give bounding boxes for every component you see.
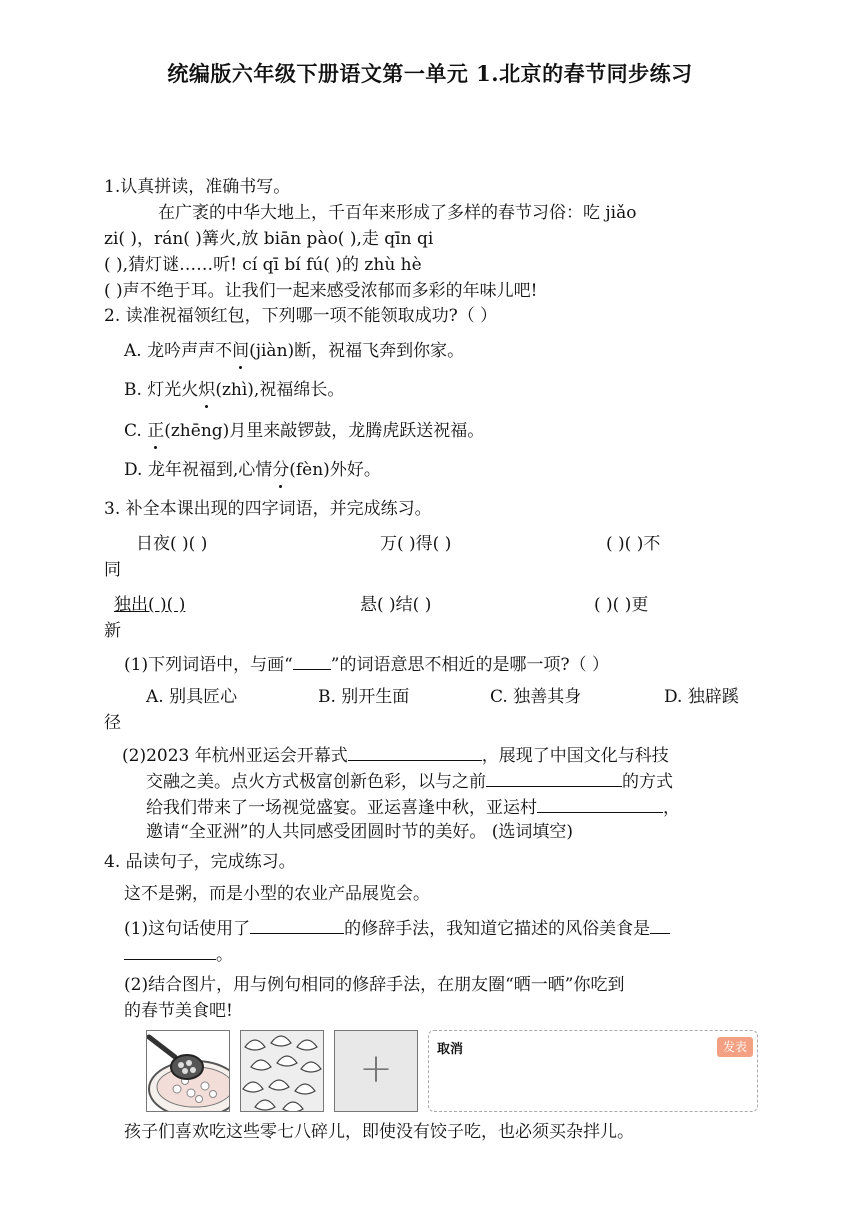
q2-a-text: A. 龙吟声声不 [124, 341, 233, 361]
page-title: 统编版六年级下册语文第一单元 1.北京的春节同步练习 [167, 61, 693, 86]
q3-sub1-text: (1)下列词语中，与画“ [124, 655, 293, 675]
q4-sub2-line-1: (2)结合图片，用与例句相同的修辞手法，在朋友圈“晒一晒”你吃到 [124, 975, 625, 995]
q4-sub1-blank-2 [650, 915, 670, 934]
q3-sub1-question [124, 651, 609, 677]
q1-line-2: zi( )，rán( )篝火,放 biān pào( ),走 qīn qi [104, 229, 434, 249]
q3-word-2: 万( )得( ) [380, 534, 452, 554]
q2-c-dotted-char: 正 [147, 421, 165, 441]
q4-example-sentence: 这不是粥，而是小型的农业产品展览会。 [124, 884, 430, 904]
q4-sub1-line-1 [124, 915, 670, 941]
q3-option-b: B. 别开生面 [318, 687, 410, 707]
q2-heading: 2. 读准祝福领红包，下列哪一项不能领取成功?（ ） [104, 306, 498, 326]
q2-b-dotted-char: 炽 [198, 380, 216, 400]
q2-option-b [124, 378, 344, 402]
q3-word-3: ( )( )不 [606, 534, 661, 554]
q3-option-d-end: 径 [104, 713, 121, 733]
q4-sub1-blank-2b [124, 941, 216, 960]
q2-option-a [124, 339, 464, 363]
q3-word-1: 日夜( )( ) [136, 534, 208, 554]
q3-sub2-line-1 [122, 742, 669, 768]
q3-word-6-end: 新 [104, 621, 121, 641]
q1-line-1: 在广袤的中华大地上，千百年来形成了多样的春节习俗：吃 jiǎo [158, 203, 637, 223]
q3-sub2-blank-2 [486, 768, 622, 787]
q3-heading: 3. 补全本课出现的四字词语，并完成练习。 [104, 499, 432, 519]
porridge-picture [146, 1030, 230, 1112]
q2-a-dotted-char: 间 [232, 341, 250, 361]
q2-c-pinyin: (zhēng)月里来敲锣鼓，龙腾虎跃送祝福。 [164, 421, 485, 441]
q4-sub1-text-2: 的修辞手法，我知道它描述的风俗美食是 [344, 919, 651, 939]
q3-option-d: D. 独辟蹊 [664, 687, 739, 707]
post-cancel-label: 取消 [437, 1042, 464, 1057]
q3-word-3-end: 同 [104, 560, 121, 580]
q3-sub2-text-2: 交融之美。点火方式极富创新色彩，以与之前 [146, 772, 486, 792]
q3-word-6: ( )( )更 [594, 595, 649, 615]
add-photo-box [334, 1030, 418, 1112]
dumplings-picture [240, 1030, 324, 1112]
q2-a-pinyin: (jiàn)断，祝福飞奔到你家。 [249, 341, 465, 361]
q2-d-pinyin: (fèn)外好。 [289, 460, 381, 480]
q4-closing-sentence: 孩子们喜欢吃这些零七八碎儿，即使没有饺子吃，也必须买杂拌儿。 [124, 1122, 634, 1142]
plus-icon: + [359, 1046, 393, 1092]
q2-option-d [124, 458, 381, 482]
q4-sub1-blank-1 [250, 915, 344, 934]
q2-d-text: D. 龙年祝福到,心情 [124, 460, 273, 480]
q4-sub1-line-2 [124, 941, 233, 967]
q3-sub2-text-3b: ， [663, 798, 680, 818]
q3-word-4-underlined: 独出( )( ) [114, 595, 186, 615]
q3-option-a: A. 别具匠心 [146, 687, 238, 707]
q3-word-5: 悬( )结( ) [360, 595, 432, 615]
q2-c-text: C. [124, 421, 148, 441]
q3-sub2-text-3: 给我们带来了一场视觉盛宴。亚运喜逢中秋，亚运村 [146, 798, 537, 818]
q3-sub2-blank-1 [348, 742, 482, 761]
q4-heading: 4. 品读句子，完成练习。 [104, 852, 296, 872]
q4-sub1-period: 。 [216, 945, 233, 965]
q1-heading: 1.认真拼读，准确书写。 [104, 177, 291, 197]
q2-b-text: B. 灯光火 [124, 380, 199, 400]
q3-sub2-blank-3 [537, 794, 663, 813]
q3-sub1-blank [293, 651, 331, 670]
q4-sub2-line-2: 的春节美食吧! [124, 1001, 233, 1021]
q3-sub2-line-3 [146, 794, 680, 820]
q4-sub1-text: (1)这句话使用了 [124, 919, 251, 939]
q3-sub2-line-2 [146, 768, 673, 794]
food-pictures [146, 1030, 758, 1114]
post-publish-label: 发表 [717, 1037, 753, 1057]
q2-d-dotted-char: 分 [272, 460, 290, 480]
q3-sub2-text-1: (2)2023 年杭州亚运会开幕式 [122, 746, 348, 766]
q2-b-pinyin: (zhì),祝福绵长。 [215, 380, 345, 400]
q1-line-4: ( )声不绝于耳。让我们一起来感受浓郁而多彩的年味儿吧! [104, 281, 538, 301]
q3-sub2-text-1b: ，展现了中国文化与科技 [481, 746, 669, 766]
q3-sub1-text-2: ”的词语意思不相近的是哪一项?（ ） [330, 655, 609, 675]
q1-line-3: ( ),猜灯谜……听! cí qī bí fú( )的 zhù hè [104, 255, 422, 275]
q3-sub2-text-2b: 的方式 [622, 772, 673, 792]
moments-post-box [428, 1030, 758, 1112]
q3-option-c: C. 独善其身 [490, 687, 582, 707]
q2-option-c [124, 419, 484, 443]
q3-sub2-line-4: 邀请“全亚洲”的人共同感受团圆时节的美好。 (选词填空) [146, 822, 574, 842]
